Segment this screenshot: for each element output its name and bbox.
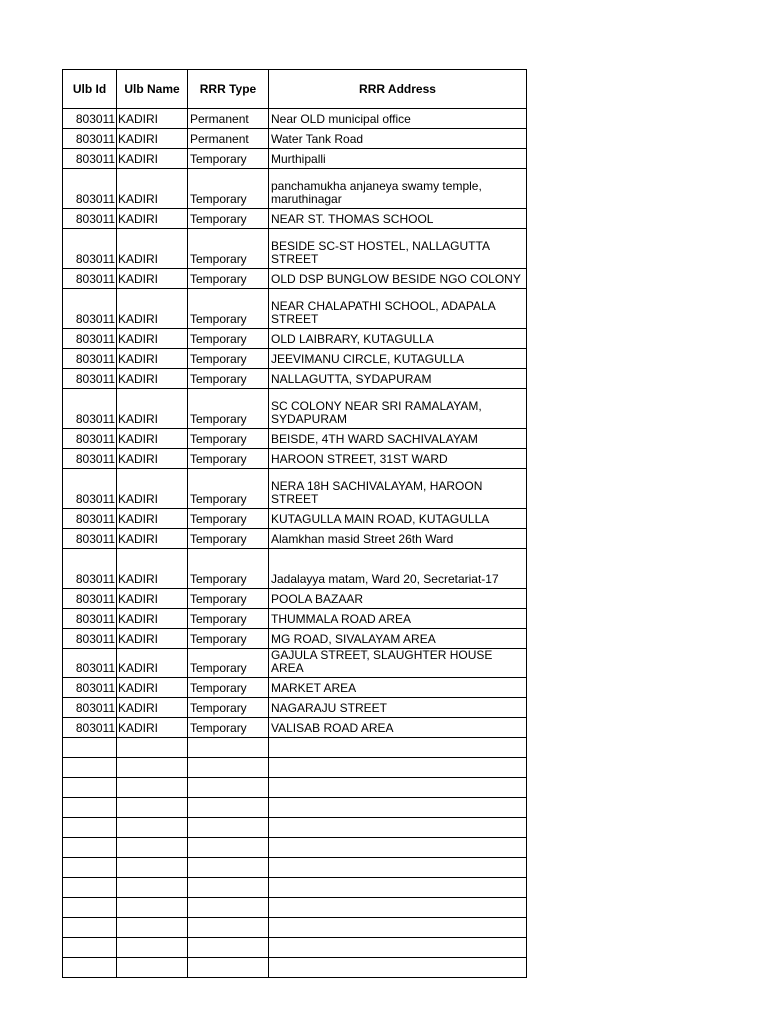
cell-ulb-id: 803011 (63, 549, 117, 589)
table-row (63, 209, 527, 229)
cell-rrr-address: OLD LAIBRARY, KUTAGULLA (269, 329, 527, 349)
cell-ulb-id: 803011 (63, 229, 117, 269)
cell-rrr-type-empty (188, 898, 269, 918)
cell-ulb-id-empty (63, 838, 117, 858)
cell-rrr-address: NEAR ST. THOMAS SCHOOL (269, 209, 527, 229)
cell-ulb-name-empty (117, 738, 188, 758)
cell-ulb-id: 803011 (63, 129, 117, 149)
cell-rrr-address-empty (269, 918, 527, 938)
cell-rrr-type-empty (188, 858, 269, 878)
cell-ulb-id: 803011 (63, 169, 117, 209)
table-row (63, 469, 527, 509)
table-row (63, 609, 527, 629)
cell-rrr-type-empty (188, 958, 269, 978)
cell-rrr-address: OLD DSP BUNGLOW BESIDE NGO COLONY (269, 269, 527, 289)
cell-rrr-type: Temporary (188, 469, 269, 509)
cell-ulb-name: KADIRI (117, 269, 188, 289)
table-row (63, 698, 527, 718)
cell-ulb-name: KADIRI (117, 369, 188, 389)
cell-ulb-name-empty (117, 958, 188, 978)
cell-rrr-address: NALLAGUTTA, SYDAPURAM (269, 369, 527, 389)
table-row (63, 589, 527, 609)
empty-row (63, 898, 527, 918)
cell-rrr-type-empty (188, 818, 269, 838)
cell-ulb-name: KADIRI (117, 149, 188, 169)
empty-row (63, 758, 527, 778)
cell-ulb-id-empty (63, 758, 117, 778)
cell-ulb-name: KADIRI (117, 109, 188, 129)
cell-ulb-name-empty (117, 798, 188, 818)
cell-rrr-address: MG ROAD, SIVALAYAM AREA (269, 629, 527, 649)
cell-rrr-address: SC COLONY NEAR SRI RAMALAYAM, SYDAPURAM (269, 389, 527, 429)
cell-rrr-address: THUMMALA ROAD AREA (269, 609, 527, 629)
cell-ulb-name-empty (117, 918, 188, 938)
empty-row (63, 818, 527, 838)
empty-row (63, 798, 527, 818)
cell-rrr-address: BESIDE SC-ST HOSTEL, NALLAGUTTA STREET (269, 229, 527, 269)
cell-ulb-id: 803011 (63, 389, 117, 429)
cell-rrr-address: POOLA BAZAAR (269, 589, 527, 609)
cell-rrr-address-empty (269, 838, 527, 858)
header-ulb-name: Ulb Name (117, 70, 188, 109)
cell-rrr-type: Permanent (188, 129, 269, 149)
table-row (63, 629, 527, 649)
cell-ulb-name: KADIRI (117, 129, 188, 149)
table-row (63, 369, 527, 389)
empty-row (63, 958, 527, 978)
cell-ulb-id: 803011 (63, 369, 117, 389)
cell-rrr-address-empty (269, 738, 527, 758)
cell-rrr-address: NEAR CHALAPATHI SCHOOL, ADAPALA STREET (269, 289, 527, 329)
table-row (63, 129, 527, 149)
cell-ulb-name: KADIRI (117, 449, 188, 469)
cell-ulb-id-empty (63, 898, 117, 918)
cell-ulb-id-empty (63, 858, 117, 878)
cell-rrr-type-empty (188, 738, 269, 758)
empty-row (63, 778, 527, 798)
table-row (63, 269, 527, 289)
cell-ulb-id: 803011 (63, 589, 117, 609)
cell-ulb-id: 803011 (63, 109, 117, 129)
cell-ulb-name-empty (117, 938, 188, 958)
cell-rrr-type: Temporary (188, 289, 269, 329)
cell-ulb-id-empty (63, 958, 117, 978)
cell-ulb-id: 803011 (63, 329, 117, 349)
cell-rrr-address: BEISDE, 4TH WARD SACHIVALAYAM (269, 429, 527, 449)
cell-ulb-id-empty (63, 878, 117, 898)
cell-ulb-id: 803011 (63, 349, 117, 369)
empty-row (63, 858, 527, 878)
cell-ulb-name: KADIRI (117, 229, 188, 269)
cell-rrr-address-empty (269, 778, 527, 798)
cell-rrr-address-empty (269, 818, 527, 838)
cell-ulb-id-empty (63, 738, 117, 758)
cell-rrr-type-empty (188, 798, 269, 818)
cell-rrr-type: Temporary (188, 589, 269, 609)
cell-ulb-name-empty (117, 898, 188, 918)
cell-rrr-address-empty (269, 858, 527, 878)
cell-ulb-id: 803011 (63, 429, 117, 449)
cell-ulb-name: KADIRI (117, 678, 188, 698)
empty-row (63, 938, 527, 958)
table-row (63, 649, 527, 678)
table-row (63, 289, 527, 329)
cell-rrr-type: Temporary (188, 678, 269, 698)
cell-ulb-name-empty (117, 818, 188, 838)
rrr-table (62, 69, 527, 978)
cell-rrr-type: Temporary (188, 429, 269, 449)
cell-ulb-name: KADIRI (117, 389, 188, 429)
cell-ulb-name-empty (117, 878, 188, 898)
cell-ulb-name-empty (117, 778, 188, 798)
cell-rrr-type: Temporary (188, 509, 269, 529)
cell-ulb-name: KADIRI (117, 698, 188, 718)
cell-rrr-type: Temporary (188, 169, 269, 209)
cell-rrr-type-empty (188, 778, 269, 798)
cell-ulb-name: KADIRI (117, 529, 188, 549)
cell-ulb-id: 803011 (63, 678, 117, 698)
cell-rrr-address-empty (269, 958, 527, 978)
cell-ulb-id: 803011 (63, 509, 117, 529)
cell-rrr-type: Temporary (188, 149, 269, 169)
cell-ulb-name: KADIRI (117, 469, 188, 509)
cell-rrr-address: NAGARAJU STREET (269, 698, 527, 718)
cell-rrr-type-empty (188, 878, 269, 898)
table-row (63, 449, 527, 469)
cell-rrr-address: Jadalayya matam, Ward 20, Secretariat-17 (269, 549, 527, 589)
cell-ulb-id: 803011 (63, 718, 117, 738)
table-row (63, 718, 527, 738)
table-row (63, 429, 527, 449)
cell-rrr-type: Temporary (188, 229, 269, 269)
cell-ulb-name: KADIRI (117, 349, 188, 369)
cell-rrr-type: Temporary (188, 349, 269, 369)
cell-rrr-address-empty (269, 798, 527, 818)
cell-rrr-type-empty (188, 918, 269, 938)
header-ulb-id: Ulb Id (63, 70, 117, 109)
cell-ulb-name: KADIRI (117, 509, 188, 529)
cell-rrr-address: Near OLD municipal office (269, 109, 527, 129)
cell-ulb-name: KADIRI (117, 429, 188, 449)
cell-ulb-id-empty (63, 798, 117, 818)
table-row (63, 549, 527, 589)
table-row (63, 509, 527, 529)
cell-ulb-name: KADIRI (117, 169, 188, 209)
cell-ulb-id-empty (63, 818, 117, 838)
table-row (63, 169, 527, 209)
cell-ulb-id: 803011 (63, 449, 117, 469)
table-row (63, 349, 527, 369)
cell-rrr-address: panchamukha anjaneya swamy temple, maruthinagar (269, 169, 527, 209)
table-row (63, 109, 527, 129)
cell-rrr-address: Alamkhan masid Street 26th Ward (269, 529, 527, 549)
cell-ulb-id: 803011 (63, 149, 117, 169)
cell-rrr-type: Temporary (188, 718, 269, 738)
cell-ulb-id: 803011 (63, 629, 117, 649)
table-body (63, 109, 527, 978)
cell-ulb-name: KADIRI (117, 289, 188, 329)
cell-ulb-id-empty (63, 778, 117, 798)
cell-ulb-name: KADIRI (117, 609, 188, 629)
cell-rrr-type: Temporary (188, 329, 269, 349)
cell-ulb-id: 803011 (63, 289, 117, 329)
cell-rrr-address: NERA 18H SACHIVALAYAM, HAROON STREET (269, 469, 527, 509)
cell-rrr-type: Temporary (188, 369, 269, 389)
table-row (63, 389, 527, 429)
cell-rrr-type: Permanent (188, 109, 269, 129)
cell-ulb-name: KADIRI (117, 718, 188, 738)
cell-ulb-name-empty (117, 838, 188, 858)
cell-ulb-name-empty (117, 858, 188, 878)
cell-rrr-type: Temporary (188, 209, 269, 229)
cell-ulb-id-empty (63, 918, 117, 938)
cell-rrr-address: KUTAGULLA MAIN ROAD, KUTAGULLA (269, 509, 527, 529)
empty-row (63, 738, 527, 758)
cell-rrr-address: VALISAB ROAD AREA (269, 718, 527, 738)
cell-rrr-type: Temporary (188, 389, 269, 429)
empty-row (63, 918, 527, 938)
cell-ulb-name: KADIRI (117, 649, 188, 678)
cell-ulb-id: 803011 (63, 529, 117, 549)
cell-rrr-type: Temporary (188, 269, 269, 289)
cell-ulb-name-empty (117, 758, 188, 778)
table-row (63, 229, 527, 269)
cell-ulb-name: KADIRI (117, 329, 188, 349)
cell-ulb-id: 803011 (63, 469, 117, 509)
cell-rrr-address: JEEVIMANU CIRCLE, KUTAGULLA (269, 349, 527, 369)
cell-rrr-type: Temporary (188, 649, 269, 678)
cell-rrr-address-empty (269, 758, 527, 778)
cell-rrr-type: Temporary (188, 629, 269, 649)
cell-rrr-address-empty (269, 898, 527, 918)
table-row (63, 678, 527, 698)
cell-rrr-address: MARKET AREA (269, 678, 527, 698)
cell-ulb-id: 803011 (63, 698, 117, 718)
cell-rrr-type-empty (188, 938, 269, 958)
cell-rrr-type: Temporary (188, 449, 269, 469)
cell-rrr-type: Temporary (188, 609, 269, 629)
empty-row (63, 878, 527, 898)
cell-rrr-type-empty (188, 838, 269, 858)
cell-rrr-address: HAROON STREET, 31ST WARD (269, 449, 527, 469)
cell-rrr-address: Water Tank Road (269, 129, 527, 149)
cell-ulb-name: KADIRI (117, 589, 188, 609)
cell-rrr-type: Temporary (188, 549, 269, 589)
cell-ulb-id-empty (63, 938, 117, 958)
cell-rrr-type: Temporary (188, 698, 269, 718)
table-row (63, 529, 527, 549)
cell-rrr-address: Murthipalli (269, 149, 527, 169)
header-row (63, 70, 527, 109)
table-row (63, 329, 527, 349)
cell-ulb-id: 803011 (63, 649, 117, 678)
header-rrr-type: RRR Type (188, 70, 269, 109)
cell-rrr-type: Temporary (188, 529, 269, 549)
cell-rrr-address: GAJULA STREET, SLAUGHTER HOUSE AREA (269, 649, 527, 678)
cell-ulb-name: KADIRI (117, 629, 188, 649)
cell-ulb-id: 803011 (63, 609, 117, 629)
cell-ulb-name: KADIRI (117, 209, 188, 229)
cell-rrr-address-empty (269, 938, 527, 958)
header-rrr-address: RRR Address (269, 70, 527, 109)
table-row (63, 149, 527, 169)
cell-rrr-address-empty (269, 878, 527, 898)
cell-ulb-name: KADIRI (117, 549, 188, 589)
cell-rrr-type-empty (188, 758, 269, 778)
empty-row (63, 838, 527, 858)
cell-ulb-id: 803011 (63, 209, 117, 229)
cell-ulb-id: 803011 (63, 269, 117, 289)
